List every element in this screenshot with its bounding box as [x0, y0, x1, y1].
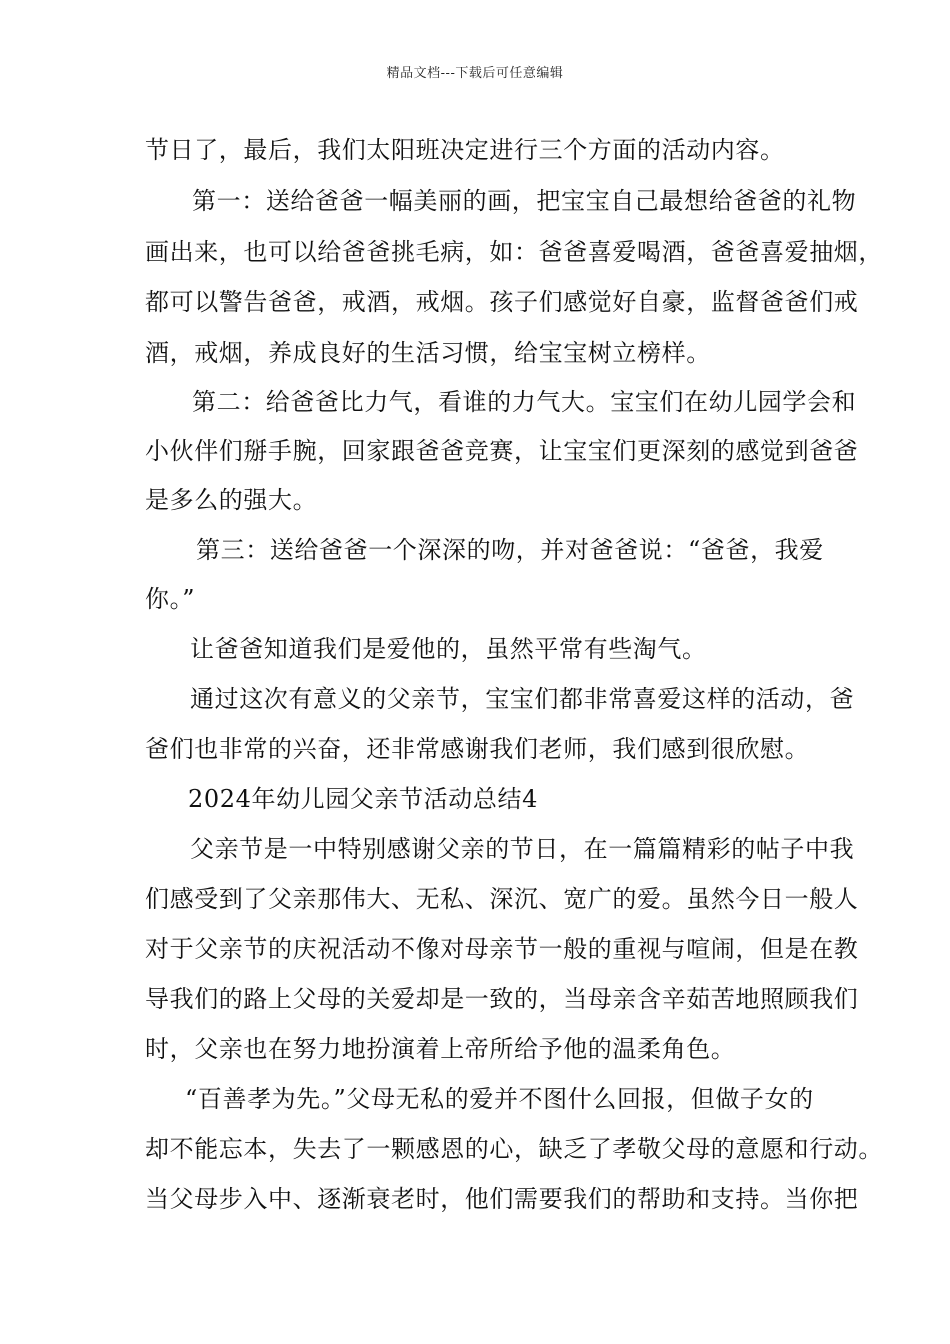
text-line: 当父母步入中、逐渐衰老时，他们需要我们的帮助和支持。当你把	[145, 1185, 859, 1213]
text-line: 通过这次有意义的父亲节，宝宝们都非常喜爱这样的活动，爸	[190, 685, 855, 713]
text-line: 你。”	[145, 585, 196, 613]
text-line: 是多么的强大。	[145, 486, 318, 514]
text-line: 酒，戒烟，养成良好的生活习惯，给宝宝树立榜样。	[145, 339, 711, 367]
text-line: 都可以警告爸爸，戒酒，戒烟。孩子们感觉好自豪，监督爸爸们戒	[145, 288, 859, 316]
text-line: 却不能忘本，失去了一颗感恩的心，缺乏了孝敬父母的意愿和行动。	[145, 1135, 883, 1163]
text-line: “百善孝为先。”父母无私的爱并不图什么回报，但做子女的	[185, 1085, 814, 1113]
text-line: 爸们也非常的兴奋，还非常感谢我们老师，我们感到很欣慰。	[145, 735, 810, 763]
text-line: 导我们的路上父母的关爱却是一致的，当母亲含辛茹苦地照顾我们	[145, 985, 859, 1013]
page-header: 精品文档---下载后可任意编辑	[386, 66, 564, 81]
text-line: 第二：给爸爸比力气，看谁的力气大。宝宝们在幼儿园学会和	[192, 388, 857, 416]
text-line: 对于父亲节的庆祝活动不像对母亲节一般的重视与喧闹，但是在教	[145, 935, 859, 963]
text-line: 第一：送给爸爸一幅美丽的画，把宝宝自己最想给爸爸的礼物	[192, 187, 857, 215]
text-line: 们感受到了父亲那伟大、无私、深沉、宽广的爱。虽然今日一般人	[145, 885, 859, 913]
text-line: 小伙伴们掰手腕，回家跟爸爸竞赛，让宝宝们更深刻的感觉到爸爸	[145, 437, 859, 465]
text-line: 节日了，最后，我们太阳班决定进行三个方面的活动内容。	[145, 136, 785, 164]
text-line: 时，父亲也在努力地扮演着上帝所给予他的温柔角色。	[145, 1035, 736, 1063]
text-line: 让爸爸知道我们是爱他的，虽然平常有些淘气。	[190, 635, 707, 663]
text-line: 画出来，也可以给爸爸挑毛病，如：爸爸喜爱喝酒，爸爸喜爱抽烟，	[145, 238, 883, 266]
text-line: 第三：送给爸爸一个深深的吻，并对爸爸说：“爸爸，我爱	[196, 536, 824, 564]
section-heading: 2024年幼儿园父亲节活动总结4	[188, 785, 538, 813]
text-line: 父亲节是一中特别感谢父亲的节日，在一篇篇精彩的帖子中我	[190, 835, 855, 863]
